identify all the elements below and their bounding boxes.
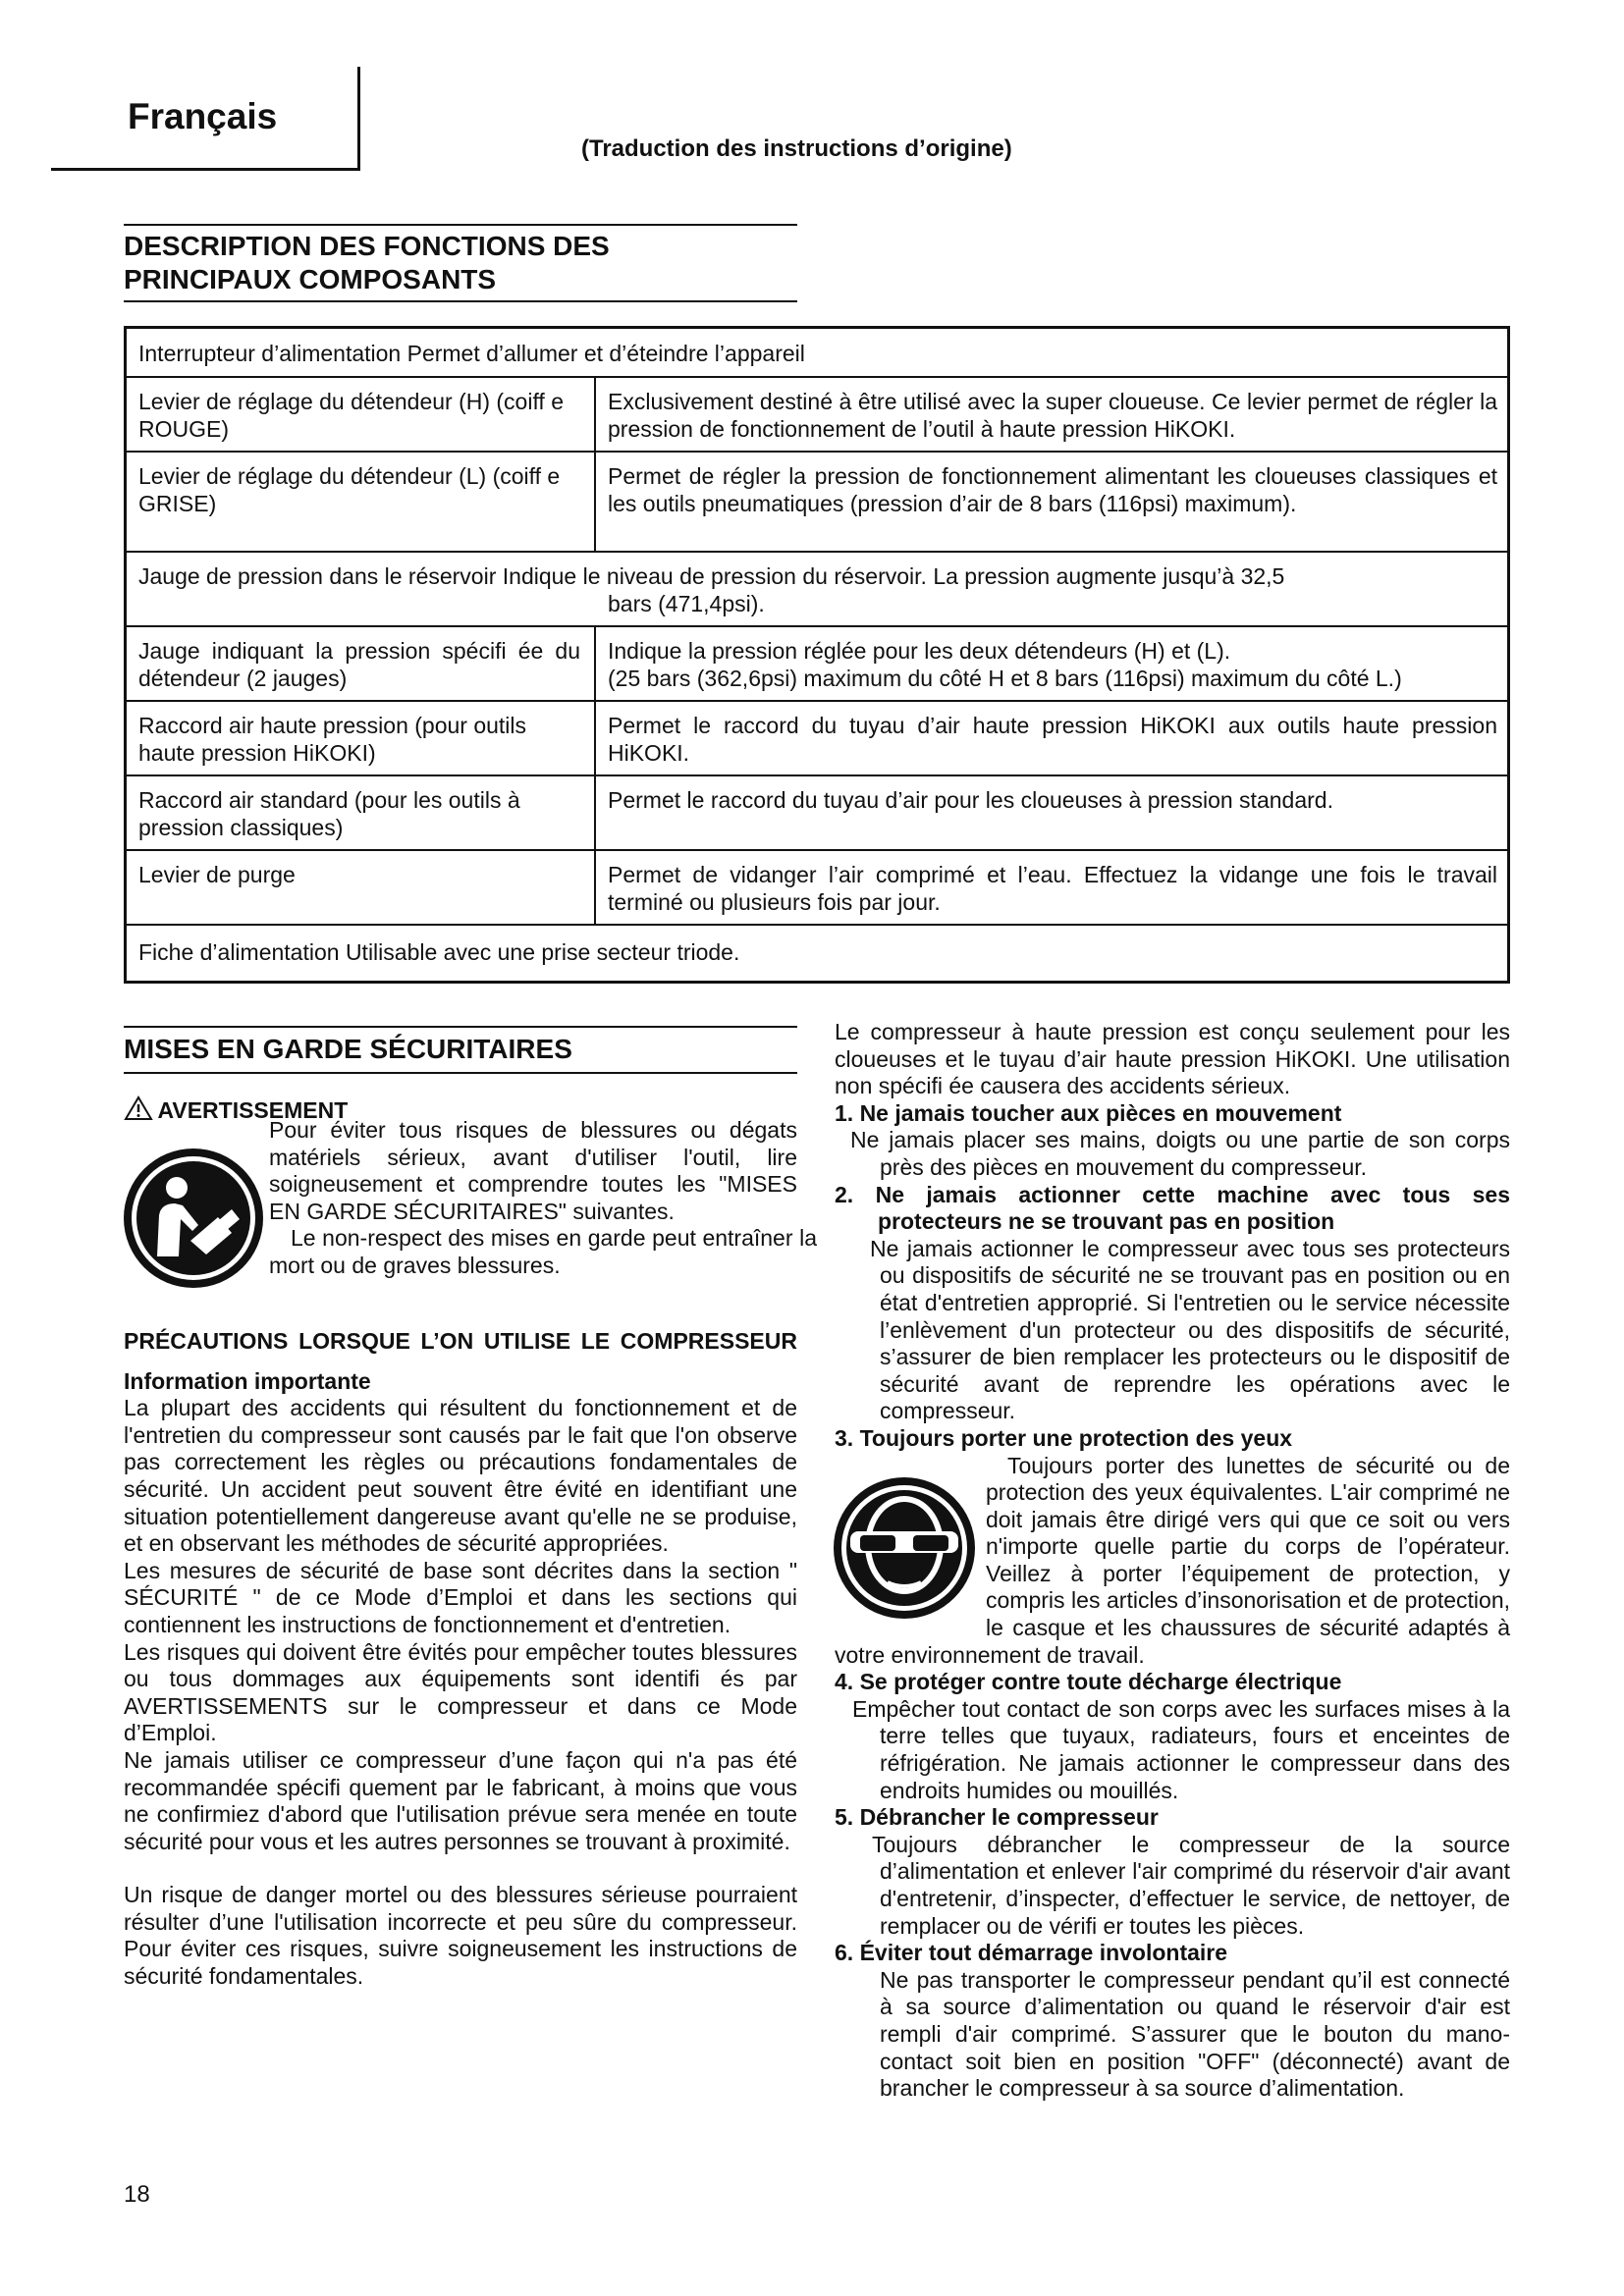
item3-block (835, 1453, 1510, 1670)
table-cell-line: (25 bars (362,6psi) maximum du côté H et 8 bars (116psi) maximum du côté L.) (608, 666, 1402, 691)
table-cell: Jauge de pression dans le réservoir Indique le niveau de pression du réservoir. La pression augmente jusqu’à 32,5 (138, 563, 1285, 589)
eye-protection-icon (831, 1474, 980, 1631)
table-cell (608, 637, 1497, 692)
table-cell: Raccord air standard (pour les outils à pression classiques) (138, 787, 520, 840)
paragraph: Ne jamais utiliser ce compresseur d’une façon qui n'a pas été recommandée spécifi quement par le fabricant, à moins que vous ne confirmiez d'abord que l'utilisation prévue sera menée en toute sécurité pour vous et les autres personnes se trouvant à proximité. (124, 1746, 797, 1854)
safety-section-title: MISES EN GARDE SÉCURITAIRES (124, 1034, 572, 1064)
intro-paragraph: Le compresseur à haute pression est conçu seulement pour les cloueuses et le tuyau d’air haute pression HiKOKI. Une utilisation non spécifi ée causera des accidents sérieux. (835, 1019, 1510, 1099)
item-title: 3. Toujours porter une protection des yeux (835, 1424, 1293, 1451)
table-cell: Raccord air haute pression (pour outils haute pression HiKOKI) (138, 713, 527, 766)
item-text: Ne pas transporter le compresseur pendant qu’il est connecté à sa source d’alimentation ou quand le réservoir d'air est rempli d'air comprimé. S’assurer que le bouton du mano-contact soit bien en position "OFF" (déconnecté) avant de brancher le compresseur à sa source d’alimentation. (880, 1966, 1510, 2102)
table-cell: Jauge indiquant la pression spécifi ée du détendeur (2 jauges) (138, 638, 580, 691)
section-title-line1: DESCRIPTION DES FONCTIONS DES (124, 231, 610, 261)
warning-text: Pour éviter tous risques de blessures ou dégats matériels sérieux, avant d'utiliser l'outil, lire soigneusement et comprendre toutes les "MISES EN GARDE SÉCURITAIRES" suivantes. (269, 1117, 797, 1224)
item-text: Empêcher tout contact de son corps avec les surfaces mises à la terre telles que tuyaux, radiateurs, fours et enceintes de réfrigération. Ne jamais actionner le compresseur dans des endroits humides ou mouillés. (852, 1695, 1510, 1803)
paragraph: Un risque de danger mortel ou des blessures sérieuse pourraient résulter d’une l'utilisation incorrecte et peu sûre du compresseur. Pour éviter ces risques, suivre soigneusement les instructions de sécurité fondamentales. (124, 1882, 797, 1990)
table-cell: Levier de réglage du détendeur (L) (coiff e GRISE) (138, 463, 561, 516)
language-label: Français (128, 96, 278, 136)
paragraph: Les risques qui doivent être évités pour empêcher toutes blessures ou tous dommages aux équipements sont identifi és par AVERTISSEMENTS sur le compresseur et dans ce Mode d’Emploi. (124, 1638, 797, 1746)
paragraph: Les mesures de sécurité de base sont décrites dans la section " SÉCURITÉ " de ce Mode d’Emploi et dans les sections qui contiennent les instructions de fonctionnement et d'entretien. (124, 1557, 797, 1637)
precautions-title-text: PRÉCAUTIONS LORSQUE L’ON UTILISE LE COMPRESSEUR (124, 1328, 797, 1354)
section-title-line2: PRINCIPAUX COMPOSANTS (124, 264, 497, 294)
table-cell: Levier de purge (138, 862, 296, 887)
table-row (127, 329, 1507, 378)
table-row (127, 453, 1507, 553)
column-divider (594, 851, 596, 924)
info-title: Information importante (124, 1367, 371, 1394)
item-title: 2. Ne jamais actionner cette machine avec tous ses protecteurs ne se trouvant pas en position (835, 1181, 1510, 1235)
section-rule-bottom (124, 300, 797, 302)
table-row (127, 627, 1507, 702)
table-row (127, 553, 1507, 627)
precautions-title (124, 1328, 797, 1356)
paragraph: La plupart des accidents qui résultent du fonctionnement et de l'entretien du compresseur sont causés par le fait que l'on observe pas correctement les règles ou précautions fondamentales de sécurité. Un accident peut souvent être évité en identifiant une situation potentiellement dangereuse avant qu'elle ne se produise, et en observant les méthodes de sécurité appropriées. (124, 1395, 797, 1557)
section-rule-top (124, 224, 797, 226)
item-title: 5. Débrancher le compresseur (835, 1804, 1159, 1831)
table-row (127, 926, 1507, 981)
table-row (127, 702, 1507, 776)
table-cell: Exclusivement destiné à être utilisé avec la super cloueuse. Ce levier permet de régler la pression de fonctionnement de l’outil à haute pression HiKOKI. (608, 389, 1497, 442)
table-cell: Permet le raccord du tuyau d’air pour les cloueuses à pression standard. (608, 787, 1333, 813)
item-title: 1. Ne jamais toucher aux pièces en mouvement (835, 1099, 1342, 1126)
table-cell: Permet de vidanger l’air comprimé et l’eau. Effectuez la vidange une fois le travail terminé ou plusieurs fois par jour. (608, 862, 1497, 915)
column-divider (594, 776, 596, 849)
column-divider (594, 378, 596, 451)
item-text: Ne jamais placer ses mains, doigts ou une partie de son corps près des pièces en mouvement du compresseur. (850, 1127, 1510, 1180)
table-cell: Permet de régler la pression de fonctionnement alimentant les cloueuses classiques et les outils pneumatiques (pression d’air de 8 bars (116psi) maximum). (608, 463, 1497, 516)
item-text: Toujours porter des lunettes de sécurité ou de protection des yeux équivalentes. L'air comprimé ne doit jamais être dirigé vers qui que ce soit ou vers n'importe quelle partie du corps de l’opérateur. Veillez à porter l’équipement de protection, y compris les articles d’insonorisation et de protection, le casque et les chaussures de sécurité adaptés à votre environnement de travail. (835, 1452, 1510, 1668)
table-row (127, 378, 1507, 453)
column-divider (594, 702, 596, 774)
table-row (127, 776, 1507, 851)
left-column-body (124, 1328, 797, 1991)
table-row (127, 851, 1507, 926)
page-number: 18 (124, 2181, 150, 2208)
item-text: Ne jamais actionner le compresseur avec tous ses protecteurs ou dispositifs de sécurité ne se trouvant pas en position ou en état d'entretien approprié. Si l'entretien ou le service nécessite l’enlèvement d'un protecteur ou des dispositifs de sécurité, s’assurer de bien remplacer les protecteurs ou le dispositif de sécurité avant de reprendre les opérations avec le compresseur. (870, 1235, 1510, 1424)
section-rule-bottom (124, 1072, 797, 1074)
components-table (124, 326, 1510, 984)
read-manual-icon (122, 1147, 265, 1290)
table-cell: Fiche d’alimentation Utilisable avec une prise secteur triode. (138, 939, 740, 965)
item-title: 4. Se protéger contre toute décharge électrique (835, 1669, 1342, 1695)
warning-triangle-icon (124, 1105, 157, 1122)
translation-subtitle: (Traduction des instructions d’origine) (581, 135, 1012, 162)
item-title: 6. Éviter tout démarrage involontaire (835, 1940, 1228, 1966)
table-cell-line: Indique la pression réglée pour les deux détendeurs (H) et (L). (608, 638, 1231, 664)
warning-block (269, 1117, 817, 1280)
table-cell: bars (471,4psi). (608, 591, 765, 616)
column-divider (594, 627, 596, 700)
table-cell: Levier de réglage du détendeur (H) (coiff e ROUGE) (138, 389, 565, 442)
section-rule-top (124, 1026, 797, 1028)
table-cell: Permet le raccord du tuyau d’air haute pression HiKOKI aux outils haute pression HiKOKI. (608, 713, 1497, 766)
item-text: Toujours débrancher le compresseur de la source d’alimentation et enlever l'air comprimé du réservoir d'air avant d'entretenir, d’inspecter, d’effectuer le service, de nettoyer, de remplacer ou de vérifi er toutes les pièces. (872, 1831, 1510, 1939)
warning-label: AVERTISSEMENT (157, 1097, 349, 1123)
right-column-body (835, 1019, 1510, 2103)
warning-text-2: Le non-respect des mises en garde peut entraîner la mort ou de graves blessures. (269, 1225, 817, 1278)
table-cell: Interrupteur d’alimentation Permet d’allumer et d’éteindre l’appareil (138, 341, 805, 366)
column-divider (594, 453, 596, 551)
